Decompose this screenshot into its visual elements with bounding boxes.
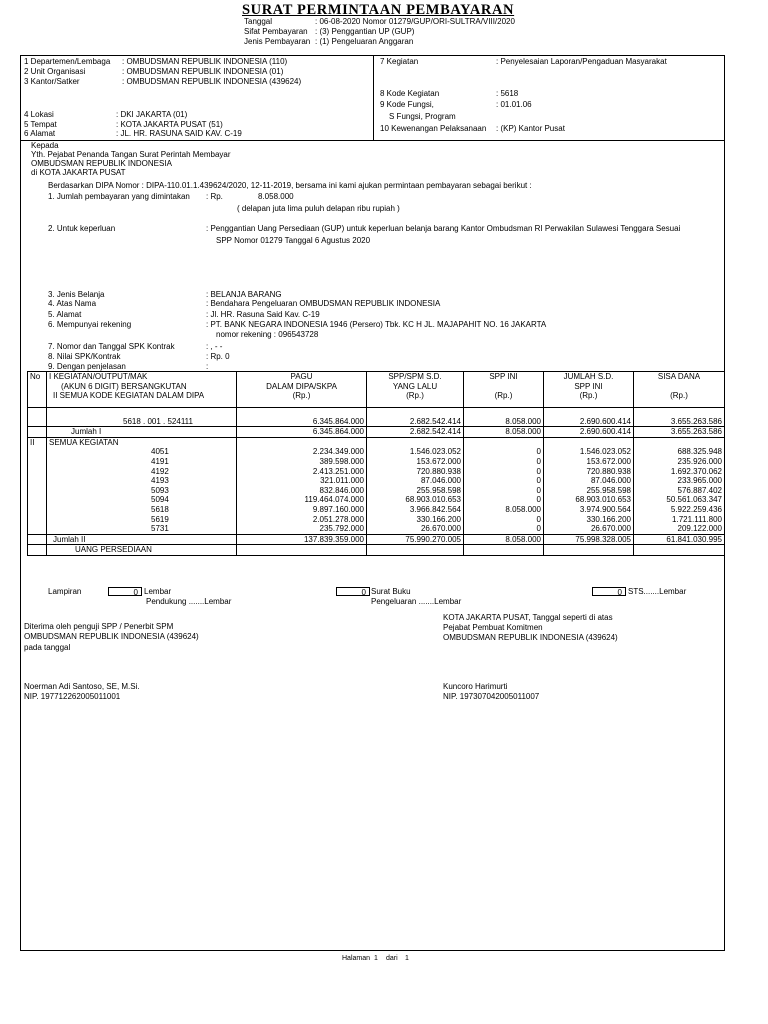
spk-value: : , - - <box>206 342 223 351</box>
surat-buku-box: 0 <box>336 587 370 596</box>
section2-ini: 0 <box>464 457 544 467</box>
surat-buku-label: Surat Buku <box>371 587 411 596</box>
header-kegiatan-2: (AKUN 6 DIGIT) BERSANGKUTAN <box>47 382 237 392</box>
jumlah2-jumlah: 75.998.328.005 <box>544 534 634 545</box>
ppk-line1: KOTA JAKARTA PUSAT, Tanggal seperti di atas <box>443 613 613 622</box>
header-kegiatan-3: II SEMUA KODE KEGIATAN DALAM DIPA <box>47 391 237 408</box>
section2-sisa: 576.887.402 <box>634 486 725 496</box>
jumlah1-ini: 8.058.000 <box>464 427 544 438</box>
section2-body <box>28 447 725 534</box>
table-row <box>28 524 725 534</box>
section1-pagu: 6.345.864.000 <box>237 408 367 427</box>
kegiatan-label: 7 Kegiatan <box>380 57 419 66</box>
table-row <box>28 545 725 556</box>
section2-lalu: 720.880.938 <box>367 467 464 477</box>
sub-fungsi-label: S Fungsi, Program <box>389 112 456 121</box>
table-row <box>28 467 725 477</box>
sifat-value: : (3) Penggantian UP (GUP) <box>315 27 415 36</box>
penjelasan-value: : <box>206 362 209 371</box>
keperluan-label: 2. Untuk keperluan <box>48 224 116 233</box>
jenis-label: Jenis Pembayaran <box>244 37 311 46</box>
jenis-value: : (1) Pengeluaran Anggaran <box>315 37 414 46</box>
section2-pagu: 389.598.000 <box>237 457 367 467</box>
jumlah2-lalu: 75.990.270.005 <box>367 534 464 545</box>
kode-fungsi-label: 9 Kode Fungsi, <box>380 100 434 109</box>
tanggal-label: Tanggal <box>244 17 273 26</box>
section2-lalu: 26.670.000 <box>367 524 464 534</box>
ppk-line3: OMBUDSMAN REPUBLIK INDONESIA (439624) <box>443 633 618 642</box>
section2-jumlah: 26.670.000 <box>544 524 634 534</box>
header-lalu-2: YANG LALU <box>367 382 464 392</box>
section1-sisa: 3.655.263.586 <box>634 408 725 427</box>
footer-dari: dari <box>386 955 398 962</box>
addressee-org: OMBUDSMAN REPUBLIK INDONESIA <box>31 159 172 168</box>
header-ini-3: (Rp.) <box>464 391 544 408</box>
section2-sisa: 1.721.111.800 <box>634 515 725 525</box>
lampiran-lembar-label: Lembar <box>144 587 172 596</box>
dept-label: 1 Departemen/Lembaga <box>24 57 111 66</box>
info-bottom-line <box>20 140 725 141</box>
jumlah2-label: Jumlah II <box>47 534 237 545</box>
section1-lalu: 2.682.542.414 <box>367 408 464 427</box>
dipa-intro: Berdasarkan DIPA Nomor : DIPA-110.01.1.439624/2020, 12-11-2019, bersama ini kami ajukan permintaan pembayaran sebagai berikut : <box>48 181 532 190</box>
section1-kode: 5618 . 001 . 524111 <box>47 408 237 427</box>
section2-jumlah: 1.546.023.052 <box>544 447 634 457</box>
sts-box: 0 <box>592 587 626 596</box>
footer-halaman: Halaman <box>342 955 371 962</box>
sifat-label: Sifat Pembayaran <box>244 27 308 36</box>
section2-sisa: 688.325.948 <box>634 447 725 457</box>
section2-ini: 0 <box>464 524 544 534</box>
dept-value: : OMBUDSMAN REPUBLIK INDONESIA (110) <box>122 57 288 66</box>
header-lalu-1: SPP/SPM S.D. <box>367 372 464 382</box>
section2-lalu: 153.672.000 <box>367 457 464 467</box>
jumlah1-label: Jumlah I <box>47 427 237 438</box>
tanggal-value: : 06-08-2020 Nomor 01279/GUP/ORI-SULTRA/VIII/2020 <box>315 17 515 26</box>
section2-kode: 5619 <box>47 515 237 525</box>
section2-lalu: 3.966.842.564 <box>367 505 464 515</box>
ppk-line2: Pejabat Pembuat Komitmen <box>443 623 543 632</box>
section2-pagu: 832.846.000 <box>237 486 367 496</box>
pengeluaran-lembar: Pengeluaran .......Lembar <box>371 597 462 606</box>
receiver-name: Noerman Adi Santoso, SE, M.Si. <box>24 682 140 691</box>
header-jumlah-1: JUMLAH S.D. <box>544 372 634 382</box>
nilai-label: 8. Nilai SPK/Kontrak <box>48 352 121 361</box>
section2-sisa: 5.922.259.436 <box>634 505 725 515</box>
section2-sisa: 233.965.000 <box>634 476 725 486</box>
lokasi-label: 4 Lokasi <box>24 110 54 119</box>
nomor-rekening: nomor rekening : 096543728 <box>216 330 319 339</box>
atas-nama-value: : Bendahara Pengeluaran OMBUDSMAN REPUBLIK INDONESIA <box>206 299 441 308</box>
atas-nama-label: 4. Atas Nama <box>48 299 97 308</box>
header-pagu-1: PAGU <box>237 372 367 382</box>
section2-sisa: 209.122.000 <box>634 524 725 534</box>
table-row <box>28 447 725 457</box>
header-no: No <box>28 372 47 382</box>
header-lalu-3: (Rp.) <box>367 391 464 408</box>
section1-jumlah: 2.690.600.414 <box>544 408 634 427</box>
alamat2-label: 5. Alamat <box>48 310 82 319</box>
document-title: SURAT PERMINTAAN PEMBAYARAN <box>242 2 515 18</box>
spk-label: 7. Nomor dan Tanggal SPK Kontrak <box>48 342 175 351</box>
section2-ini: 0 <box>464 447 544 457</box>
rekening-label: 6. Mempunyai rekening <box>48 320 132 329</box>
table-row <box>28 495 725 505</box>
footer-page: 1 <box>374 955 378 962</box>
alamat2-value: : Jl. HR. Rasuna Said Kav. C-19 <box>206 310 320 319</box>
section2-jumlah: 87.046.000 <box>544 476 634 486</box>
table-row <box>28 534 725 545</box>
section2-ini: 0 <box>464 467 544 477</box>
section1-ini: 8.058.000 <box>464 408 544 427</box>
section2-jumlah: 68.903.010.653 <box>544 495 634 505</box>
header-pagu-3: (Rp.) <box>237 391 367 408</box>
kode-kegiatan-value: : 5618 <box>496 89 519 98</box>
section2-kode: 5731 <box>47 524 237 534</box>
kewenangan-label: 10 Kewenangan Pelaksanaan <box>380 124 487 133</box>
frame-left-line <box>20 55 21 950</box>
section2-pagu: 321.011.000 <box>237 476 367 486</box>
alamat-label: 6 Alamat <box>24 129 56 138</box>
alamat-value: : JL. HR. RASUNA SAID KAV. C-19 <box>116 129 242 138</box>
section2-sisa: 1.692.370.062 <box>634 467 725 477</box>
unit-label: 2 Unit Organisasi <box>24 67 86 76</box>
info-divider <box>373 55 374 140</box>
sts-label: STS.......Lembar <box>628 587 687 596</box>
section2-ini: 0 <box>464 515 544 525</box>
lampiran-pendukung: Pendukung .......Lembar <box>146 597 232 606</box>
kode-kegiatan-label: 8 Kode Kegiatan <box>380 89 440 98</box>
jumlah1-lalu: 2.682.542.414 <box>367 427 464 438</box>
header-jumlah-2: SPP INI <box>544 382 634 392</box>
uang-persediaan: UANG PERSEDIAAN <box>47 545 237 556</box>
table-row <box>28 515 725 525</box>
section2-ini: 0 <box>464 495 544 505</box>
section2-sisa: 50.561.063.347 <box>634 495 725 505</box>
section2-pagu: 2.234.349.000 <box>237 447 367 457</box>
unit-value: : OMBUDSMAN REPUBLIK INDONESIA (01) <box>122 67 284 76</box>
section2-sisa: 235.926.000 <box>634 457 725 467</box>
section2-kode: 5618 <box>47 505 237 515</box>
section2-lalu: 330.166.200 <box>367 515 464 525</box>
table-header-row-2 <box>28 382 725 392</box>
yth: Yth. Pejabat Penanda Tangan Surat Perintah Membayar <box>31 150 231 159</box>
section2-jumlah: 153.672.000 <box>544 457 634 467</box>
section2-jumlah: 255.958.598 <box>544 486 634 496</box>
table-row <box>28 486 725 496</box>
ppk-name: Kuncoro Harimurti <box>443 682 508 691</box>
section2-no: II <box>28 437 47 447</box>
section2-kode: 4192 <box>47 467 237 477</box>
header-pagu-2: DALAM DIPA/SKPA <box>237 382 367 392</box>
section2-lalu: 1.546.023.052 <box>367 447 464 457</box>
jumlah1-pagu: 6.345.864.000 <box>237 427 367 438</box>
section2-ini: 0 <box>464 486 544 496</box>
jumlah1-jumlah: 2.690.600.414 <box>544 427 634 438</box>
terbilang: ( delapan juta lima puluh delapan ribu rupiah ) <box>237 204 400 213</box>
tempat-value: : KOTA JAKARTA PUSAT (51) <box>116 120 223 129</box>
jumlah-colon: : Rp. <box>206 192 223 201</box>
section2-kode: 5094 <box>47 495 237 505</box>
section2-ini: 8.058.000 <box>464 505 544 515</box>
nilai-value: : Rp. 0 <box>206 352 230 361</box>
table-row <box>28 437 725 447</box>
table-row <box>28 427 725 438</box>
lampiran-lembar-box: 0 <box>108 587 142 596</box>
addressee-city: di KOTA JAKARTA PUSAT <box>31 168 126 177</box>
keperluan-line1: : Penggantian Uang Persediaan (GUP) untuk keperluan belanja barang Kantor Ombudsman RI Perwakilan Sulawesi Tenggara Sesuai <box>206 224 681 233</box>
table-row <box>28 476 725 486</box>
section2-lalu: 68.903.010.653 <box>367 495 464 505</box>
jumlah2-pagu: 137.839.359.000 <box>237 534 367 545</box>
kewenangan-value: : (KP) Kantor Pusat <box>496 124 565 133</box>
receiver-line2: OMBUDSMAN REPUBLIK INDONESIA (439624) <box>24 632 199 641</box>
receiver-line3: pada tanggal <box>24 643 71 652</box>
section2-jumlah: 3.974.900.564 <box>544 505 634 515</box>
jenis-belanja-value: : BELANJA BARANG <box>206 290 282 299</box>
jumlah1-sisa: 3.655.263.586 <box>634 427 725 438</box>
jenis-belanja-label: 3. Jenis Belanja <box>48 290 105 299</box>
section2-kode: 5093 <box>47 486 237 496</box>
section2-jumlah: 720.880.938 <box>544 467 634 477</box>
table-row <box>28 505 725 515</box>
section2-ini: 0 <box>464 476 544 486</box>
section2-pagu: 2.051.278.000 <box>237 515 367 525</box>
section2-pagu: 119.464.074.000 <box>237 495 367 505</box>
jumlah-value: 8.058.000 <box>258 192 294 201</box>
header-sisa-3: (Rp.) <box>634 391 725 408</box>
receiver-line1: Diterima oleh penguji SPP / Penerbit SPM <box>24 622 174 631</box>
section2-kode: 4051 <box>47 447 237 457</box>
kantor-value: : OMBUDSMAN REPUBLIK INDONESIA (439624) <box>122 77 302 86</box>
header-jumlah-3: (Rp.) <box>544 391 634 408</box>
jumlah2-ini: 8.058.000 <box>464 534 544 545</box>
section2-kode: 4193 <box>47 476 237 486</box>
ppk-nip: NIP. 197307042005011007 <box>443 692 540 701</box>
footer-total: 1 <box>405 955 409 962</box>
jumlah-label: 1. Jumlah pembayaran yang dimintakan <box>48 192 190 201</box>
section2-jumlah: 330.166.200 <box>544 515 634 525</box>
table-header-row <box>28 372 725 382</box>
budget-table <box>27 371 725 556</box>
section2-pagu: 9.897.160.000 <box>237 505 367 515</box>
keperluan-line2: SPP Nomor 01279 Tanggal 6 Agustus 2020 <box>216 236 371 245</box>
jumlah2-sisa: 61.841.030.995 <box>634 534 725 545</box>
penjelasan-label: 9. Dengan penjelasan <box>48 362 126 371</box>
section2-pagu: 235.792.000 <box>237 524 367 534</box>
table-row <box>28 457 725 467</box>
header-sisa-1: SISA DANA <box>634 372 725 382</box>
rekening-value: : PT. BANK NEGARA INDONESIA 1946 (Persero) Tbk. KC H JL. MAJAPAHIT NO. 16 JAKARTA <box>206 320 547 329</box>
frame-bottom-line <box>20 950 725 951</box>
table-row <box>28 408 725 427</box>
kantor-label: 3 Kantor/Satker <box>24 77 80 86</box>
section2-lalu: 87.046.000 <box>367 476 464 486</box>
kode-fungsi-value: : 01.01.06 <box>496 100 532 109</box>
table-header-row-3 <box>28 391 725 408</box>
section2-kode: 4191 <box>47 457 237 467</box>
section2-pagu: 2.413.251.000 <box>237 467 367 477</box>
lampiran-label: Lampiran <box>48 587 82 596</box>
receiver-nip: NIP. 197712262005011001 <box>24 692 121 701</box>
section2-title: SEMUA KEGIATAN <box>47 437 237 447</box>
header-kegiatan-1: I KEGIATAN/OUTPUT/MAK <box>47 372 237 382</box>
kepada: Kepada <box>31 141 59 150</box>
tempat-label: 5 Tempat <box>24 120 57 129</box>
kegiatan-value: : Penyelesaian Laporan/Pengaduan Masyarakat <box>496 57 667 66</box>
lokasi-value: : DKI JAKARTA (01) <box>116 110 188 119</box>
section2-lalu: 255.958.598 <box>367 486 464 496</box>
header-ini-1: SPP INI <box>464 372 544 382</box>
